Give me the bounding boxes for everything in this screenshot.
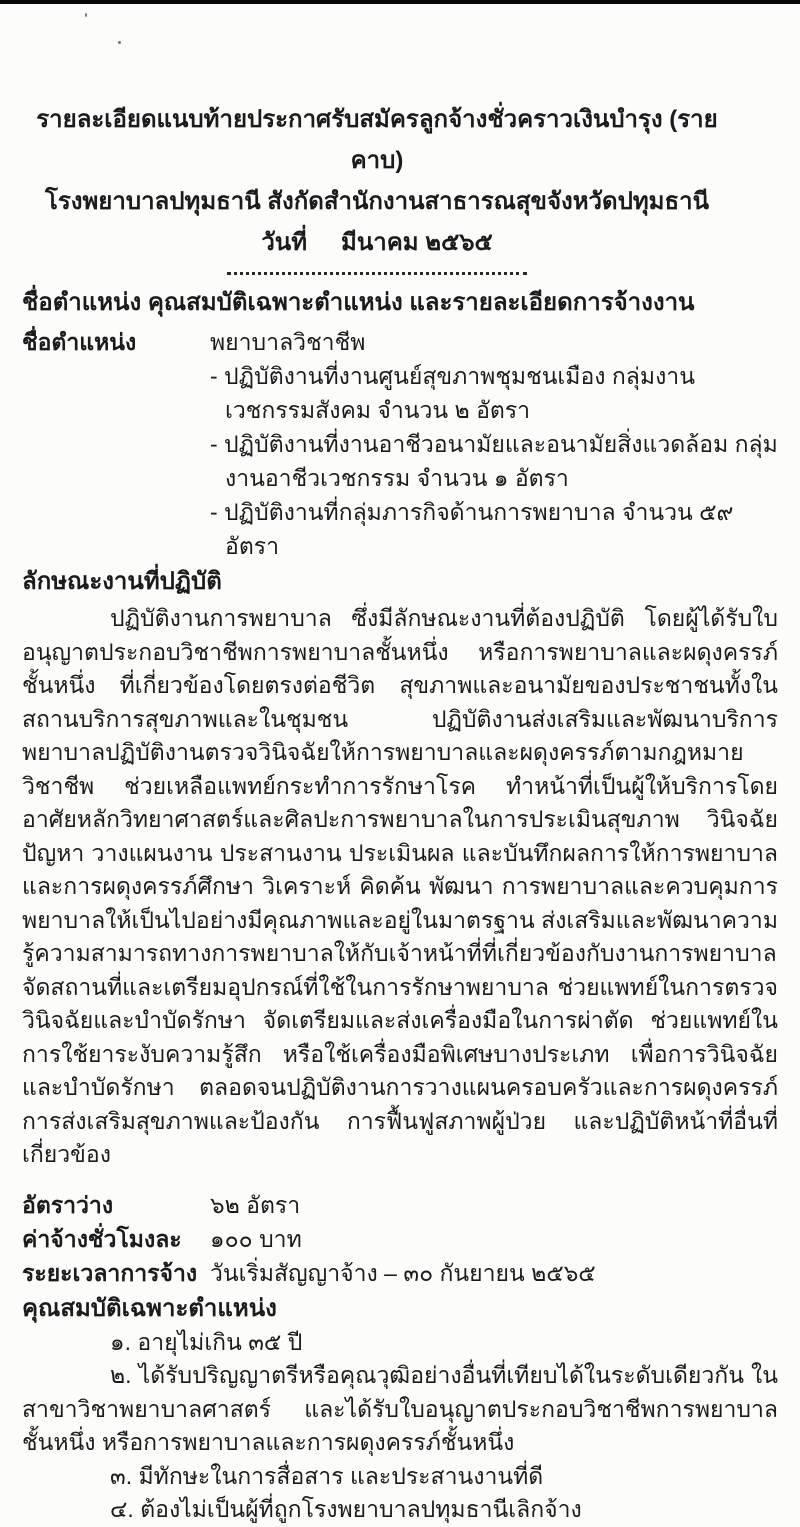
doc-title-line2: โรงพยาบาลปทุมธานี สังกัดสำนักงานสาธารณสุขจังหวัดปทุมธานี bbox=[44, 188, 710, 215]
qualifications-section bbox=[22, 1292, 778, 1527]
qualifications-heading: คุณสมบัติเฉพาะตำแหน่ง bbox=[22, 1294, 277, 1322]
doc-date-line bbox=[32, 222, 722, 263]
section-heading: ชื่อตำแหน่ง คุณสมบัติเฉพาะตำแหน่ง และรายละเอียดการจ้างงาน bbox=[22, 289, 695, 316]
document-header bbox=[32, 99, 722, 263]
assignment-item: - ปฏิบัติงานที่งานอาชีวอนามัยและอนามัยสิ่งแวดล้อม กลุ่มงานอาชีวเวชกรรม จำนวน ๑ อัตรา bbox=[210, 431, 778, 491]
qualification-item: ๒. ได้รับปริญญาตรีหรือคุณวุฒิอย่างอื่นที่เทียบได้ในระดับเดียวกัน ในสาขาวิชาพยาบาลศาสตร์ และได้รับใบอนุญาตประกอบวิชาชีพการพยาบาลชั้นหนึ่ง หรือการพยาบาลและการผดุงครรภ์ชั้นหนึ่ง bbox=[22, 1362, 778, 1455]
employment-details bbox=[22, 1188, 778, 1290]
assignment-item: - ปฏิบัติงานที่กลุ่มภารกิจด้านการพยาบาล จำนวน ๕๙ อัตรา bbox=[210, 499, 734, 559]
qualification-item: ๔. ต้องไม่เป็นผู้ที่ถูกโรงพยาบาลปทุมธานีเลิกจ้าง bbox=[110, 1496, 582, 1522]
detail-value: ๑๐๐ บาท bbox=[210, 1225, 302, 1252]
detail-label: ค่าจ้างชั่วโมงละ bbox=[22, 1225, 182, 1252]
position-label: ชื่อตำแหน่ง bbox=[22, 329, 137, 355]
assignment-item: - ปฏิบัติงานที่งานศูนย์สุขภาพชุมชนเมือง กลุ่มงานเวชกรรมสังคม จำนวน ๒ อัตรา bbox=[210, 363, 695, 423]
detail-row-vacancies bbox=[22, 1188, 778, 1222]
detail-row-employment-period bbox=[22, 1256, 778, 1290]
doc-title-line1: รายละเอียดแนบท้ายประกาศรับสมัครลูกจ้างชั่วคราวเงินบำรุง (รายคาบ) bbox=[36, 106, 718, 174]
assignment-list bbox=[210, 359, 778, 563]
position-row bbox=[22, 325, 778, 359]
detail-row-hourly-wage bbox=[22, 1222, 778, 1256]
dotted-separator bbox=[227, 272, 527, 275]
qualification-item: ๑. อายุไม่เกิน ๓๕ ปี bbox=[110, 1328, 303, 1355]
date-prefix: วันที่ bbox=[261, 229, 308, 256]
position-value: พยาบาลวิชาชีพ bbox=[210, 329, 366, 355]
detail-label: อัตราว่าง bbox=[22, 1191, 114, 1218]
job-description-paragraph: ปฏิบัติงานการพยาบาล ซึ่งมีลักษณะงานที่ต้องปฏิบัติ โดยผู้ได้รับใบอนุญาตประกอบวิชาชีพการพยาบาลชั้นหนึ่ง หรือการพยาบาลและผดุงครรภ์ชั้นหนึ่ง ที่เกี่ยวข้องโดยตรงต่อชีวิต สุขภาพและอนามัยของประชาชนทั้งในสถานบริการสุขภาพและในชุมชน ปฏิบัติงานส่งเสริมและพัฒนาบริการพยาบาลปฏิบัติงานตรวจวินิจฉัยให้การพยาบาลและผดุงครรภ์ตามกฎหมายวิชาชีพ ช่วยเหลือแพทย์กระทำการรักษาโรค ทำหน้าที่เป็นผู้ให้บริการโดยอาศัยหลักวิทยาศาสตร์และศิลปะการพยาบาลในการประเมินสุขภาพ วินิจฉัยปัญหา วางแผนงาน ประสานงาน ประเมินผล และบันทึกผลการให้การพยาบาลและการผดุงครรภ์ศึกษา วิเคราะห์ คิดค้น พัฒนา การพยาบาลและควบคุมการพยาบาลให้เป็นไปอย่างมีคุณภาพและอยู่ในมาตรฐาน ส่งเสริมและพัฒนาความรู้ความสามารถทางการพยาบาลให้กับเจ้าหน้าที่ที่เกี่ยวข้องกับงานการพยาบาล จัดสถานที่และเตรียมอุปกรณ์ที่ใช้ในการรักษาพยาบาล ช่วยแพทย์ในการตรวจวินิจฉัยและบำบัดรักษา จัดเตรียมและส่งเครื่องมือในการผ่าตัด ช่วยแพทย์ในการใช้ยาระงับความรู้สึก หรือใช้เครื่องมือพิเศษบางประเภท เพื่อการวินิจฉัยและบำบัดรักษา ตลอดจนปฏิบัติงานการวางแผนครอบครัวและการผดุงครรภ์การส่งเสริมสุขภาพและป้องกัน การฟื้นฟูสภาพผู้ป่วย และปฏิบัติหน้าที่อื่นที่เกี่ยวข้อง bbox=[22, 605, 778, 1167]
date-value: มีนาคม ๒๕๖๕ bbox=[341, 229, 493, 256]
job-description-heading: ลักษณะงานที่ปฏิบัติ bbox=[22, 568, 222, 595]
detail-label: ระยะเวลาการจ้าง bbox=[22, 1259, 198, 1286]
detail-value: วันเริ่มสัญญาจ้าง – ๓๐ กันยายน ๒๕๖๕ bbox=[210, 1259, 596, 1286]
detail-value: ๖๒ อัตรา bbox=[210, 1191, 301, 1218]
qualification-item: ๓. มีทักษะในการสื่อสาร และประสานงานที่ดี bbox=[110, 1462, 544, 1489]
